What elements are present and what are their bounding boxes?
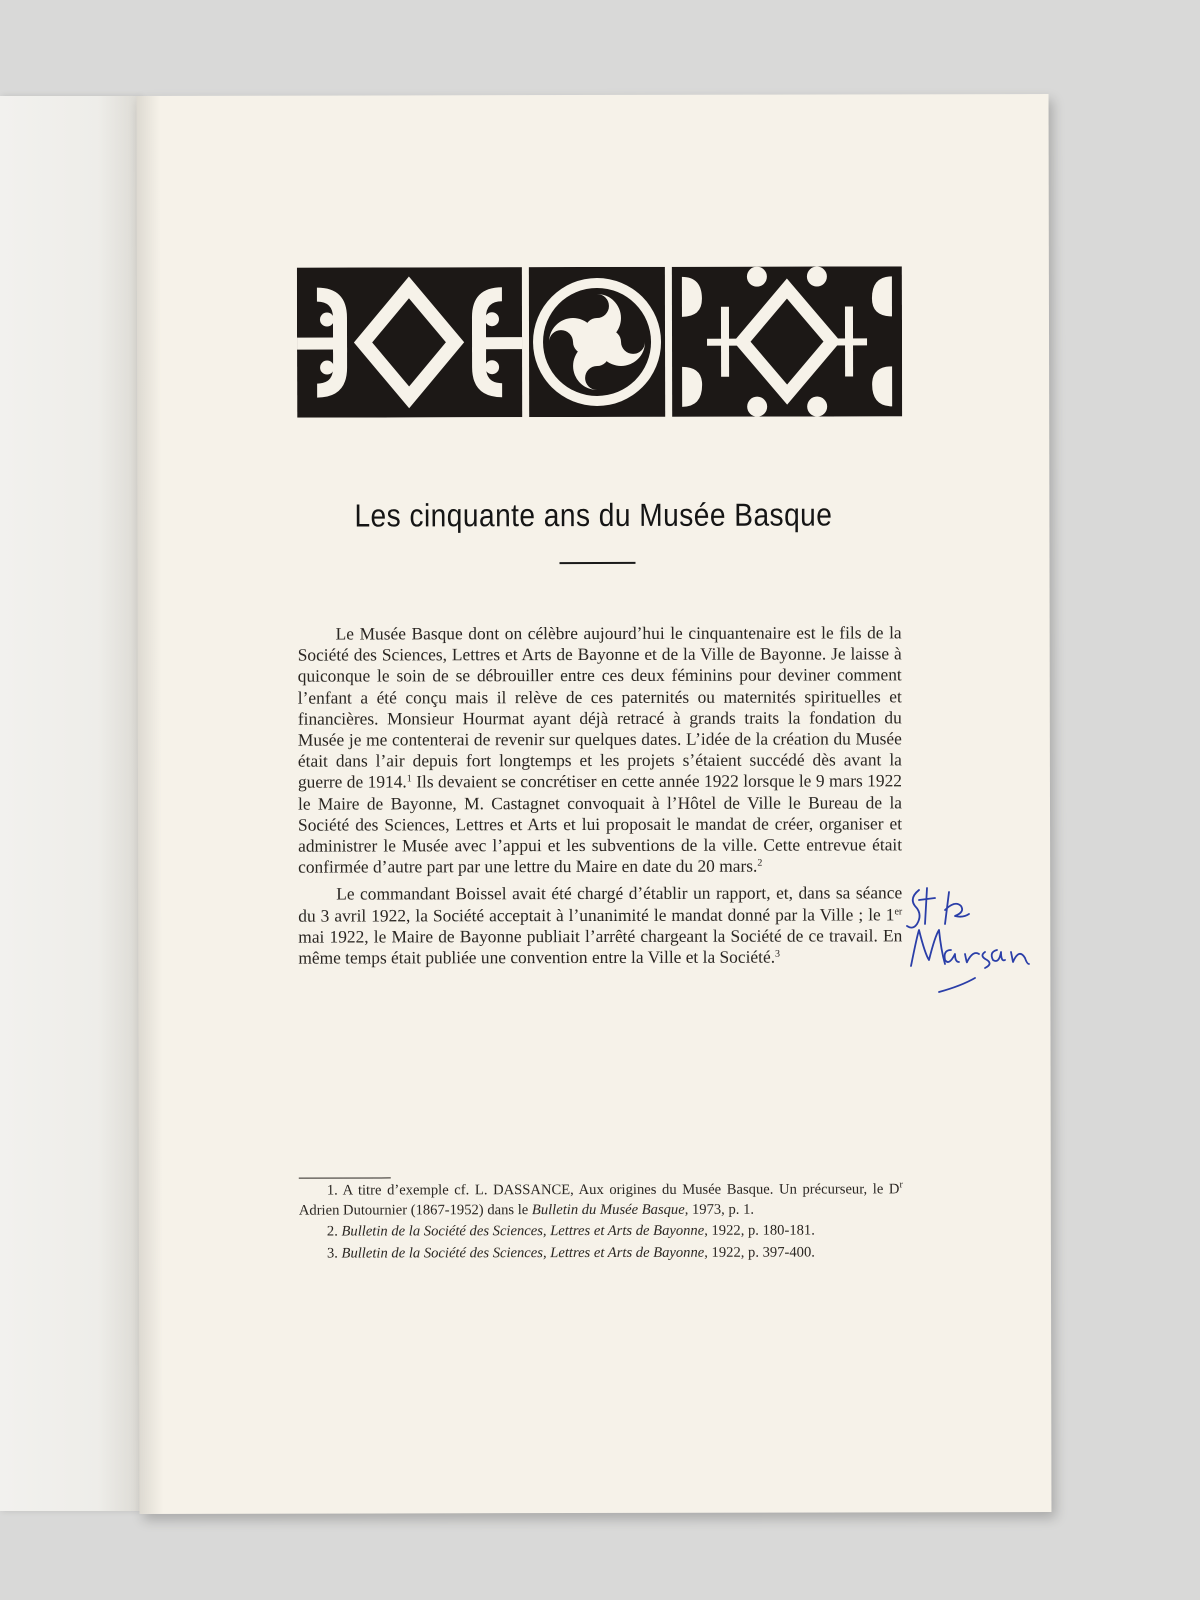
footnote-2-text-a: 2. (326, 1223, 342, 1240)
footnote-divider (299, 1177, 391, 1178)
footnote-3-text-a: 3. (326, 1245, 342, 1262)
footnote-ref-2: 2 (757, 857, 763, 869)
footnote-1-sup: r (899, 1179, 903, 1191)
page-title: Les cinquante ans du Musée Basque (354, 496, 833, 534)
spine-shadow (137, 96, 164, 1514)
footnote-3 (299, 1243, 903, 1264)
superscript-er: er (894, 905, 903, 918)
right-page (137, 94, 1052, 1514)
footnote-ref-3: 3 (775, 948, 781, 960)
title-divider (559, 562, 635, 564)
footnote-1-text-c: , 1973, p. 1. (684, 1201, 755, 1218)
paragraph-2-text-b: mai 1922, le Maire de Bayonne publiait l’arrêté chargeant la Société de ce travail. En même temps était publiée une convention entre la Ville et la Société. (298, 925, 903, 968)
footnote-2-text-b: , 1922, p. 180-181. (704, 1222, 815, 1239)
footnote-ref-1: 1 (406, 773, 412, 785)
left-page (0, 96, 140, 1511)
footnote-2-italic: Bulletin de la Société des Sciences, Lettres et Arts de Bayonne (341, 1222, 705, 1240)
handwritten-annotation (905, 880, 1045, 1010)
paragraph-2 (298, 883, 902, 969)
paragraph-1-text-b: Ils devaient se concrétiser en cette année 1922 lorsque le 9 mars 1922 le Maire de Bayonne, M. Castagnet convoquait à l’Hôtel de Ville le Bureau de la Société des Sciences, Lettres et Arts et lui proposait le mandat de créer, organiser et administrer le Musée avec l’appui et les subventions de la ville. Cette entrevue était confirmée d’autre part par une lettre du Maire en date du 20 mars. (297, 770, 903, 877)
footnote-3-text-b: , 1922, p. 397-400. (704, 1244, 815, 1261)
footnote-1-text-a: 1. A titre d’exemple cf. L. DASSANCE, Aux origines du Musée Basque. Un précurseur, le D (326, 1181, 900, 1199)
paragraph-2-text-a: Le commandant Boissel avait été chargé d’établir un rapport, et, dans sa séance du 3 avril 1922, la Société acceptait à l’unanimité le mandat donné par la Ville ; le 1 (298, 882, 903, 926)
body-text (298, 622, 903, 969)
footnotes (299, 1180, 903, 1264)
footnote-1-text-b: Adrien Dutournier (1867-1952) dans le (298, 1201, 532, 1219)
footnote-1-italic: Bulletin du Musée Basque (531, 1201, 685, 1218)
paragraph-1 (298, 622, 903, 878)
paragraph-1-text-a: Le Musée Basque dont on célèbre aujourd’hui le cinquantenaire est le fils de la Société des Sciences, Lettres et Arts de Bayonne et de la Ville de Bayonne. Je laisse à quiconque le soin de se débrouiller entre ces deux féminins pour deviner comment l’enfant a été conçu mais il relève de ces paternités ou maternités spirituelles et financières. Monsieur Hourmat ayant déjà retracé à grands traits la fondation du Musée je me contenterai de revenir sur quelques dates. L’idée de la création du Musée était dans l’air depuis fort longtemps et les projets s’étaient succédé dès avant la guerre de 1914. (297, 622, 902, 793)
footnote-3-italic: Bulletin de la Société des Sciences, Lettres et Arts de Bayonne (341, 1244, 705, 1262)
basque-ornament-banner (297, 266, 902, 417)
footnote-1 (299, 1180, 903, 1220)
footnote-2 (299, 1222, 903, 1243)
